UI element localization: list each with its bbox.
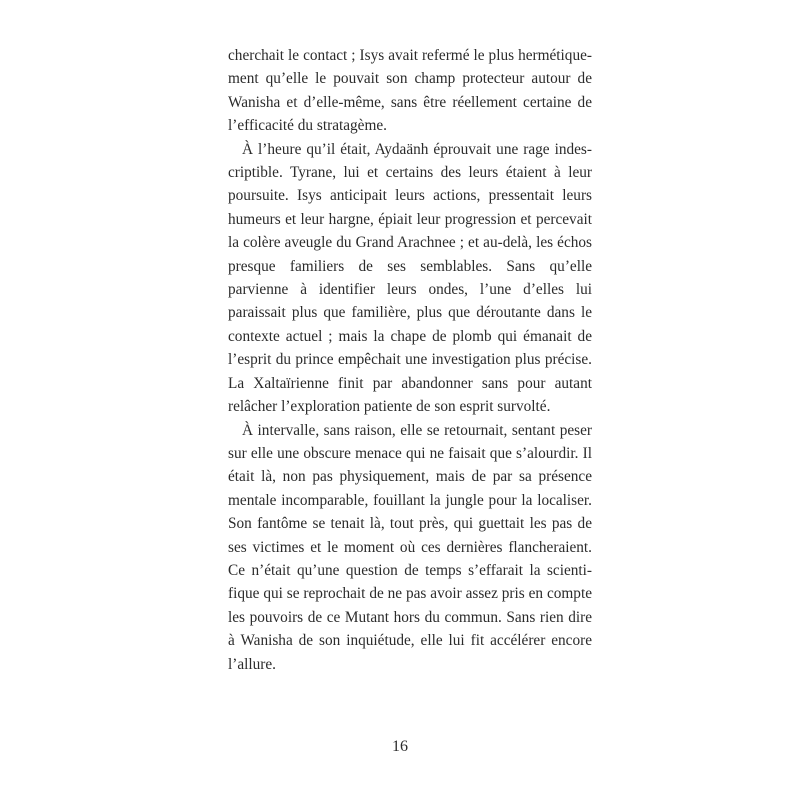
paragraph-3: À intervalle, sans raison, elle se retournait, sentant peser sur elle une obscure menace qui ne faisait que s’alourdir. Il était là, non pas physiquement, mais de par sa présence mentale incomparable, fouillant la jungle pour la localiser. Son fantôme se tenait là, tout près, qui guettait les pas de ses victimes et le moment où ces dernières flancheraient. Ce n’était qu’une question de temps s’effarait la scientifique qui se reprochait de ne pas avoir assez pris en compte les pouvoirs de ce Mutant hors du commun. Sans rien dire à Wanisha de son inquiétude, elle lui fit accélérer encore l’allure. — [228, 421, 592, 673]
paragraph-1: cherchait le contact ; Isys avait refermé le plus hermétiquement qu’elle le pouvait son champ protecteur autour de Wanisha et d’elle-même, sans être réellement certaine de l’efficacité du stratagème. — [228, 47, 592, 135]
body-text — [228, 44, 592, 676]
page-number: 16 — [392, 738, 408, 755]
paragraph-2: À l’heure qu’il était, Aydaänh éprouvait une rage indescriptible. Tyrane, lui et certains des leurs étaient à leur poursuite. Isys anticipait leurs actions, pressentait leurs humeurs et leur hargne, épiait leur progression et percevait la colère aveugle du Grand Arachnee ; et au-delà, les échos presque familiers de ses semblables. Sans qu’elle parvienne à identifier leurs ondes, l’une d’elles lui paraissait plus que familière, plus que déroutante dans le contexte actuel ; mais la chape de plomb qui émanait de l’esprit du prince empêchait une investigation plus précise. La Xaltaïrienne finit par abandonner sans pour autant relâcher l’exploration patiente de son esprit survolté. — [228, 140, 592, 416]
